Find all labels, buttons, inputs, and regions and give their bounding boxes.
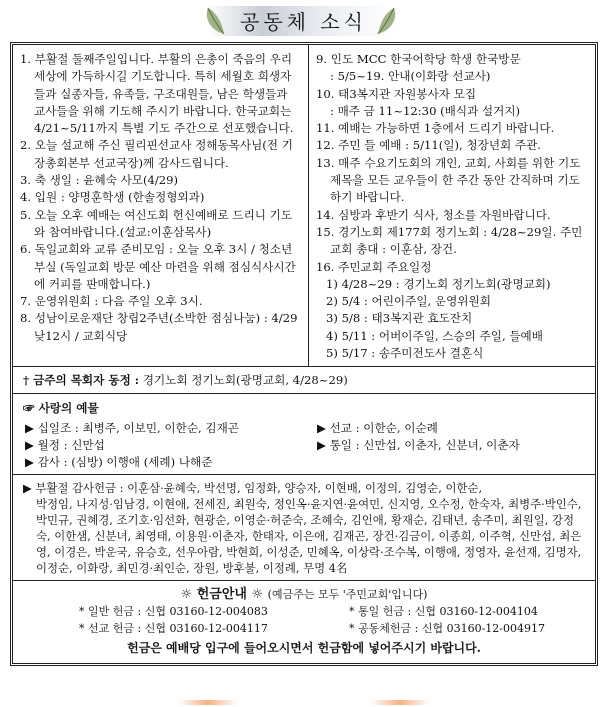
header (0, 0, 607, 40)
news-item: 12. 주민 들 예배 : 5/11(일), 청장년회 주관. (316, 138, 541, 153)
bottom-decoration-stripe (178, 700, 238, 705)
easter-thanks-names: 박정임, 나지성·임남경, 이현애, 전세진, 최원숙, 정인옥·윤지연·윤여민, 신지영, 오수정, 한숙자, 최병주·박인수, 박민규, 권혜경, 조기호·임선화, 현광순, 이영순·허준숙, 조혜숙, 김인애, 황재순, 김태년, 송주미, 최원일, 강정숙, 이한샘, 신분녀, 최영태, 이용원·이춘자, 한태자, 이은애, 김재곤, 장건·김금이, 이종희, 이주혁, 신만섭, 최은영, 이경은, 박운국, 유승호, 선우아람, 박현희, 이성준, 민혜옥, 이상락·조수복, 이행애, 정영자, 윤선재, 김명자, 이정순, 이화랑, 최민경·최인순, 장원, 방후불, 이정례, 무명 4名 (36, 497, 582, 576)
bottom-decoration (10, 698, 598, 707)
page-title: 공동체 소식 (240, 10, 367, 34)
account-item: * 선교 헌금 : 신협 03160-12-004117 (79, 622, 268, 636)
account-item: * 통일 헌금 : 신협 03160-12-004104 (349, 605, 538, 619)
account-item: * 일반 헌금 : 신협 03160-12-004083 (79, 605, 268, 619)
pastor-activity-text: 경기노회 정기노회(광명교회, 4/28~29) (139, 373, 348, 388)
offering-row: ▶ 십일조 : 최병주, 이보민, 이한순, 김재곤 (25, 421, 239, 436)
news-item: 2. 오늘 설교해 주신 필리핀선교사 정해동목사님(전 기장총회본부 선교국장)께 감사드립니다. (20, 138, 293, 170)
schedule-item: 5) 5/17 : 송주미전도사 결혼식 (326, 346, 484, 361)
pastor-activity (13, 367, 595, 394)
easter-thanks-lead: ▶ 부활절 감사헌금 : 이훈삼·윤혜숙, 박선명, 임정화, 양승자, 이현배, 이정의, 김영순, 이한순, (23, 481, 483, 496)
offering-row (315, 454, 585, 470)
news-item: 3. 축 생일 : 윤혜숙 사모(4/29) (20, 173, 179, 188)
offering-row: ▶ 월정 : 신만섭 (25, 438, 105, 453)
schedule-item: 1) 4/28~29 : 경기노회 정기노회(광명교회) (326, 276, 551, 291)
bulletin-frame (10, 42, 598, 666)
news-item: 13. 매주 수요기도회의 개인, 교회, 사회를 위한 기도제목을 모든 교우들이 한 주간 동안 간직하며 기도하기 바랍니다. (316, 155, 581, 205)
offerings-heading: ☞ 사랑의 예물 (23, 401, 99, 416)
account-holder-note: (예금주는 모두 '주민교회'입니다) (267, 588, 428, 602)
news-item-detail: : 5/5~19. 안내(이화랑 선교사) (330, 69, 491, 84)
news-section (13, 45, 595, 367)
news-column-left (13, 45, 309, 366)
offering-row: ▶ 통일 : 신만섭, 이춘자, 신분녀, 이춘자 (317, 438, 520, 453)
easter-thanks-section (13, 475, 595, 581)
schedule-item: 3) 5/8 : 태3복지관 효도잔치 (326, 311, 473, 326)
offering-row: ▶ 감사 : (심방) 이행애 (세례) 나해준 (25, 455, 213, 470)
news-item: 11. 예배는 가능하면 1층에서 드리기 바랍니다. (316, 121, 555, 136)
offerings-grid (23, 420, 585, 470)
news-item-detail: : 매주 금 11~12:30 (배식과 설거지) (330, 103, 521, 118)
news-item: 6. 독일교회와 교류 준비모임 : 오늘 오후 3시 / 청소년부실 (독일교회 방문 예산 마련을 위해 점심식사시간에 커피를 판매합니다.) (20, 242, 296, 291)
account-list (79, 603, 585, 637)
offering-guide-title (23, 586, 585, 603)
schedule-item: 2) 5/4 : 어린이주일, 운영위원회 (326, 294, 491, 309)
news-item: 5. 오늘 오후 예배는 여신도회 헌신예배로 드리니 기도와 참여바랍니다.(설교:이훈삼목사) (20, 207, 293, 239)
account-item: * 공동체헌금 : 신협 03160-12-004917 (349, 622, 545, 636)
news-item: 14. 심방과 후반기 식사, 청소를 자원바랍니다. (316, 207, 551, 222)
news-item: 1. 부활절 둘째주일입니다. 부활의 은총이 죽음의 우리 세상에 가득하시길 기도합니다. 특히 세월호 희생자들과 실종자들, 유족들, 구조대원들, 남은 학생들과 교사들을 위해 기도해 주시기 바랍니다. 한국교회는 4/21~5/11까지 특별 기도 주간으로 선포했습니다. (20, 52, 294, 136)
news-item: 4. 입원 : 양명훈학생 (한솔정형외과) (20, 190, 205, 205)
pastor-activity-label: † 금주의 목회자 동정 : (23, 373, 140, 388)
offerings-section (13, 394, 595, 475)
news-item: 16. 주민교회 주요일정 (316, 259, 432, 274)
news-item: 9. 인도 MCC 한국어학당 학생 한국방문 (316, 52, 521, 66)
offering-guide-section (13, 581, 595, 663)
offering-guide-footer: 헌금은 예배당 입구에 들어오시면서 헌금함에 넣어주시기 바랍니다. (127, 641, 481, 656)
news-item: 15. 경기노회 제177회 정기노회 : 4/28~29일. 주민교회 총대 : 이훈삼, 장건. (316, 224, 583, 257)
news-item: 8. 성남이로운재단 창립2주년(소박한 점심나눔) : 4/29 낮12시 / 교회식당 (20, 311, 298, 343)
news-column-right (309, 45, 595, 366)
news-item: 7. 운영위원회 : 다음 주일 오후 3시. (20, 294, 203, 309)
news-item: 10. 태3복지관 자원봉사자 모집 (316, 86, 477, 101)
schedule-item: 4) 5/11 : 어버이주일, 스승의 주일, 들예배 (326, 328, 543, 343)
offering-guide-heading: ☼ 헌금안내 ☼ (180, 587, 264, 603)
offering-row: ▶ 선교 : 이한순, 이순례 (317, 421, 438, 436)
bottom-decoration-stripe (370, 700, 430, 705)
